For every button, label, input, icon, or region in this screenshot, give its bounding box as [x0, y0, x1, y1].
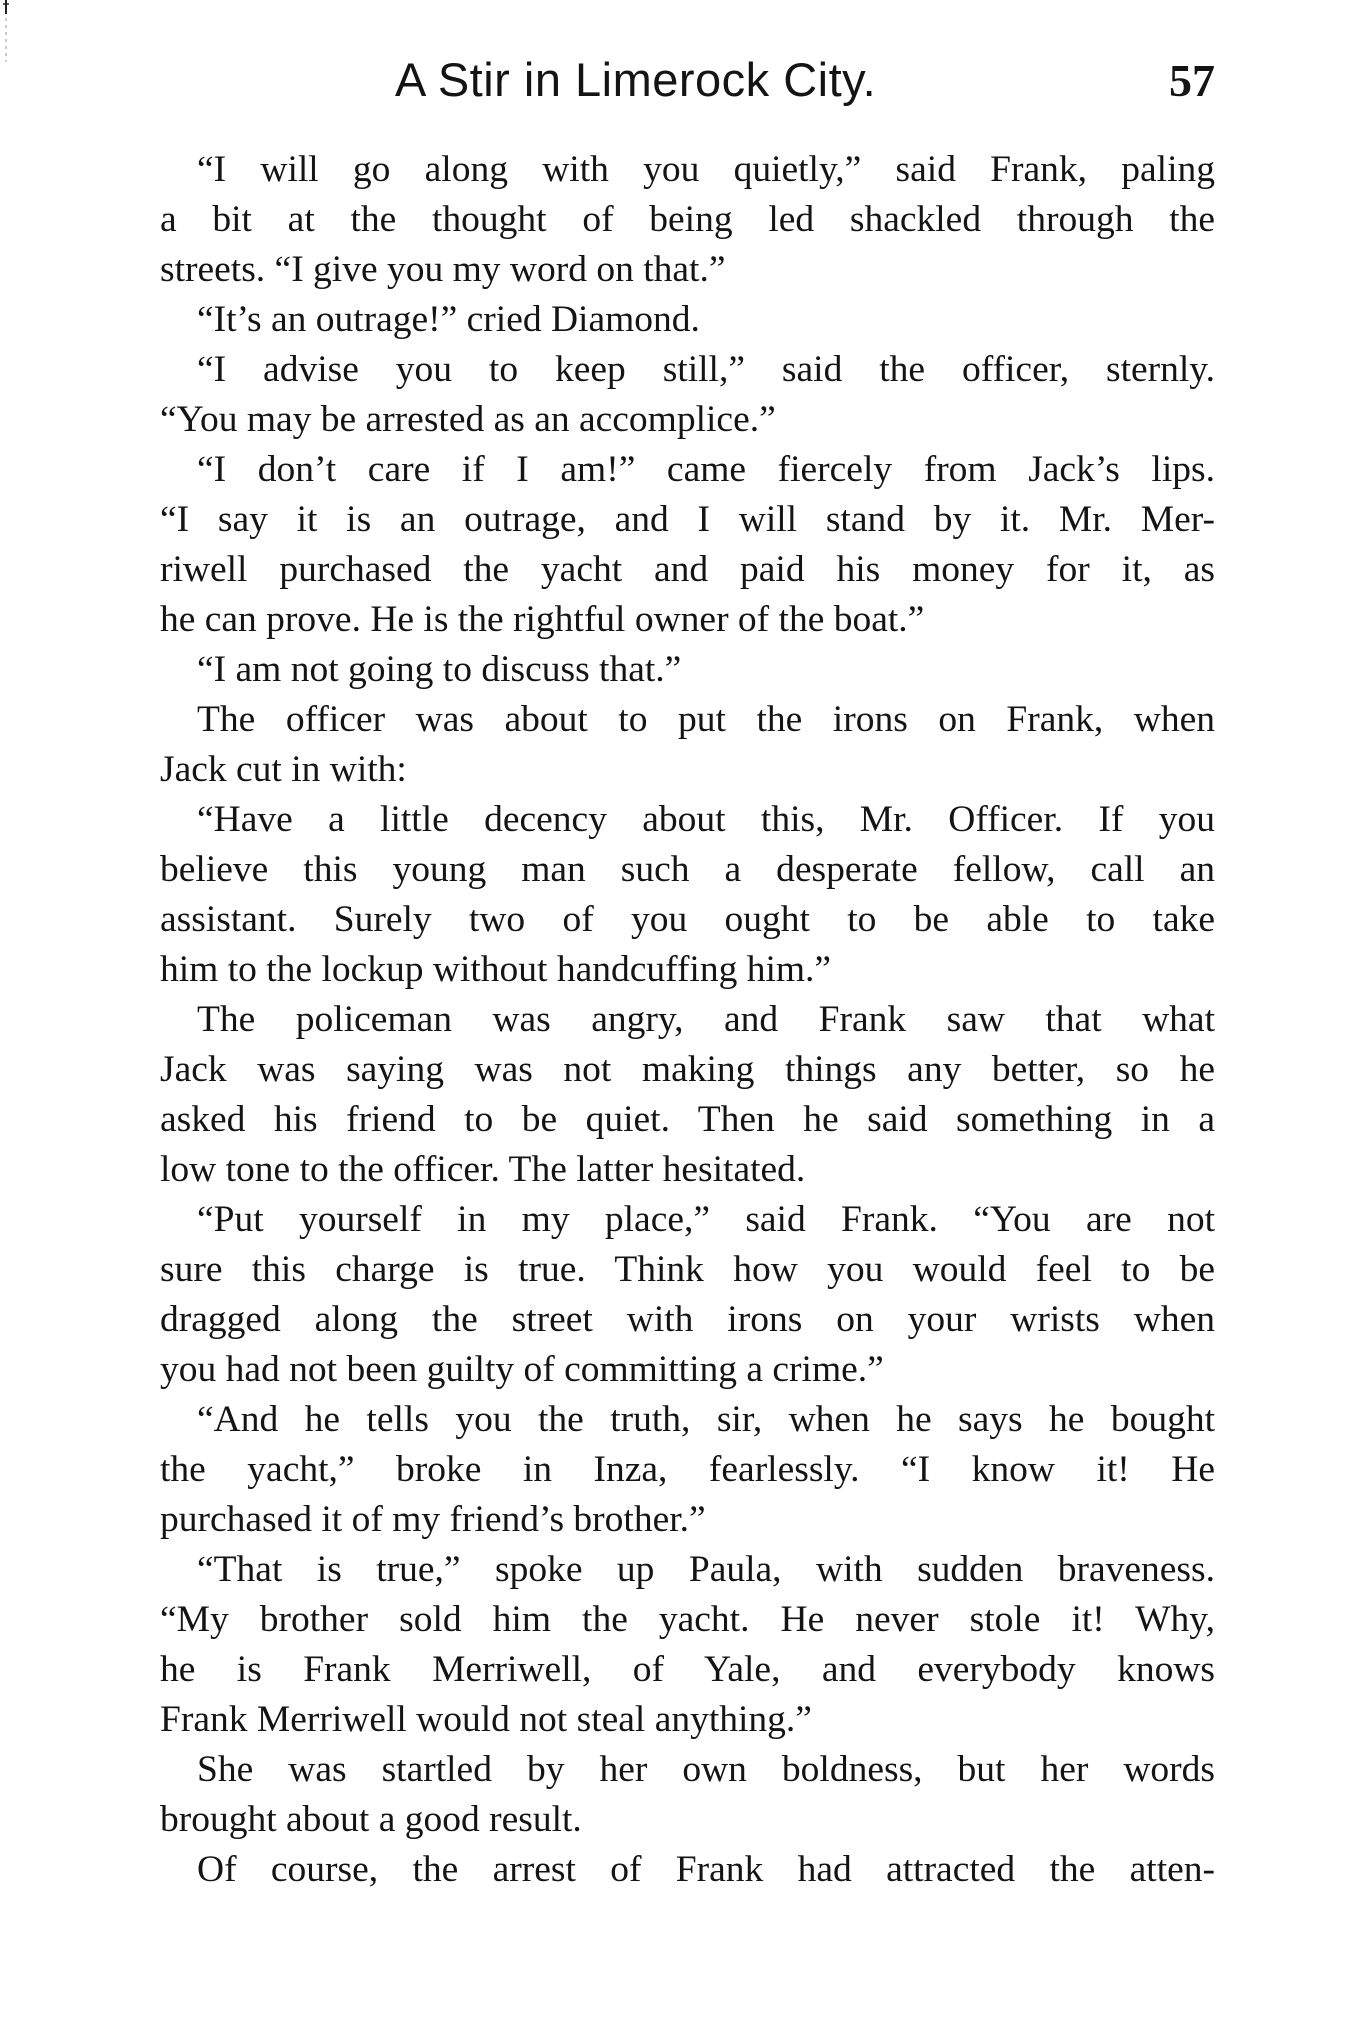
paragraph: [160, 695, 1215, 795]
paragraph: [160, 1545, 1215, 1745]
text-line: brought about a good result.: [160, 1799, 582, 1840]
text-line: streets. “I give you my word on that.”: [160, 249, 726, 290]
page-number: 57: [1169, 55, 1215, 106]
paragraph: [160, 1195, 1215, 1395]
text-line: “Put yourself in my place,” said Frank. “You are not: [197, 1199, 1215, 1240]
text-line: She was startled by her own boldness, but her words: [197, 1749, 1215, 1790]
text-line: you had not been guilty of committing a crime.”: [160, 1349, 884, 1390]
text-line: dragged along the street with irons on your wrists when: [160, 1299, 1215, 1340]
text-line: riwell purchased the yacht and paid his money for it, as: [160, 549, 1215, 590]
paragraph: [160, 1845, 1215, 1895]
paragraph: [160, 445, 1215, 645]
body-text: [160, 145, 1215, 1895]
text-line: Frank Merriwell would not steal anything.”: [160, 1699, 812, 1740]
text-line: he can prove. He is the rightful owner of the boat.”: [160, 599, 925, 640]
paragraph: [160, 995, 1215, 1195]
text-line: him to the lockup without handcuffing him.”: [160, 949, 832, 990]
text-line: The policeman was angry, and Frank saw that what: [197, 999, 1215, 1040]
text-line: the yacht,” broke in Inza, fearlessly. “I know it! He: [160, 1449, 1215, 1490]
text-line: “My brother sold him the yacht. He never stole it! Why,: [160, 1599, 1215, 1640]
text-line: believe this young man such a desperate fellow, call an: [160, 849, 1215, 890]
page-header: [160, 52, 1215, 122]
paragraph: [160, 795, 1215, 995]
text-line: Jack cut in with:: [160, 749, 407, 790]
text-line: “I advise you to keep still,” said the officer, sternly.: [197, 349, 1215, 390]
text-line: assistant. Surely two of you ought to be able to take: [160, 899, 1215, 940]
text-line: “I am not going to discuss that.”: [197, 649, 682, 690]
paragraph: [160, 1395, 1215, 1545]
paragraph: [160, 1745, 1215, 1845]
text-line: The officer was about to put the irons on Frank, when: [197, 699, 1215, 740]
text-line: low tone to the officer. The latter hesitated.: [160, 1149, 806, 1190]
text-line: “It’s an outrage!” cried Diamond.: [197, 299, 700, 340]
text-line: Jack was saying was not making things any better, so he: [160, 1049, 1215, 1090]
text-line: Of course, the arrest of Frank had attracted the atten-: [197, 1849, 1215, 1890]
text-line: “And he tells you the truth, sir, when he says he bought: [197, 1399, 1215, 1440]
text-line: he is Frank Merriwell, of Yale, and everybody knows: [160, 1649, 1215, 1690]
text-line: “I say it is an outrage, and I will stand by it. Mr. Mer-: [160, 499, 1215, 540]
scan-edge-mark: [2, 0, 10, 64]
paragraph: [160, 345, 1215, 445]
paragraph: [160, 295, 1215, 345]
text-line: purchased it of my friend’s brother.”: [160, 1499, 706, 1540]
text-line: “I will go along with you quietly,” said Frank, paling: [197, 149, 1215, 190]
text-line: “That is true,” spoke up Paula, with sudden braveness.: [197, 1549, 1215, 1590]
paragraph: [160, 645, 1215, 695]
text-line: asked his friend to be quiet. Then he said something in a: [160, 1099, 1215, 1140]
text-line: a bit at the thought of being led shackled through the: [160, 199, 1215, 240]
running-title: A Stir in Limerock City.: [395, 53, 877, 106]
paragraph: [160, 145, 1215, 295]
text-line: “I don’t care if I am!” came fiercely from Jack’s lips.: [197, 449, 1215, 490]
text-line: “Have a little decency about this, Mr. Officer. If you: [197, 799, 1215, 840]
text-line: sure this charge is true. Think how you would feel to be: [160, 1249, 1215, 1290]
text-line: “You may be arrested as an accomplice.”: [160, 399, 776, 440]
